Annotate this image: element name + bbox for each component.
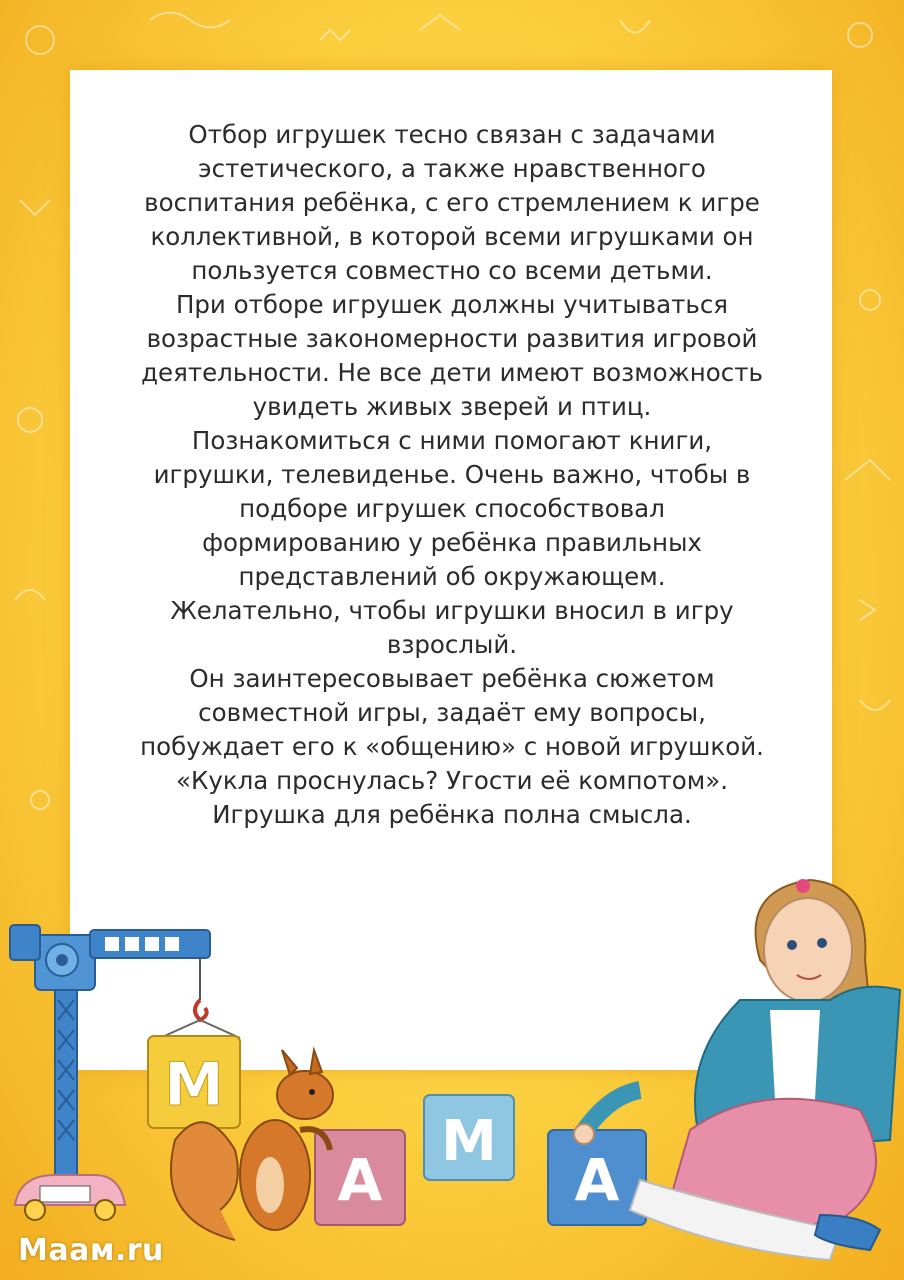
- hanging-block: [148, 1036, 240, 1128]
- block-3-letter: А: [574, 1146, 620, 1214]
- article-line: При отборе игрушек должны учитываться: [175, 290, 729, 319]
- article-line: Отбор игрушек тесно связан с задачами: [188, 120, 716, 149]
- hanging-block-letter: М: [164, 1050, 224, 1120]
- article-line: пользуется совместно со всеми детьми.: [191, 256, 713, 285]
- article-line: эстетического, а также нравственного: [198, 154, 706, 183]
- article-line: Игрушка для ребёнка полна смысла.: [212, 800, 692, 829]
- article-line: возрастные закономерности развития игровой: [146, 324, 758, 353]
- article-line: взрослый.: [386, 630, 518, 659]
- article-line: Познакомиться с ними помогают книги,: [191, 426, 713, 455]
- article-line: коллективной, в которой всеми игрушками он: [150, 222, 754, 251]
- article-line: формированию у ребёнка правильных: [202, 528, 702, 557]
- article-line: деятельности. Не все дети имеют возможность: [141, 358, 763, 387]
- article-line: игрушки, телевиденье. Очень важно, чтобы в: [153, 460, 751, 489]
- article-line: представлений об окружающем.: [238, 562, 666, 591]
- article-line: подборе игрушек способствовал: [239, 494, 665, 523]
- article-line: увидеть живых зверей и птиц.: [252, 392, 652, 421]
- toy-car-icon: [15, 1175, 125, 1220]
- site-watermark: Maaм.ru: [18, 1233, 164, 1268]
- letter-block-2: [424, 1095, 514, 1180]
- article-line: воспитания ребёнка, с его стремлением к игре: [144, 188, 760, 217]
- article-line: Желательно, чтобы игрушки вносил в игру: [170, 596, 734, 625]
- article-line: побуждает его к «общению» с новой игрушкой.: [140, 732, 764, 761]
- article-line: Он заинтересовывает ребёнка сюжетом: [189, 664, 715, 693]
- block-2-letter: М: [441, 1109, 497, 1174]
- article-line: совместной игры, задаёт ему вопросы,: [198, 698, 706, 727]
- article-line: «Кукла проснулась? Угости её компотом».: [175, 766, 729, 795]
- block-1-letter: А: [337, 1146, 383, 1214]
